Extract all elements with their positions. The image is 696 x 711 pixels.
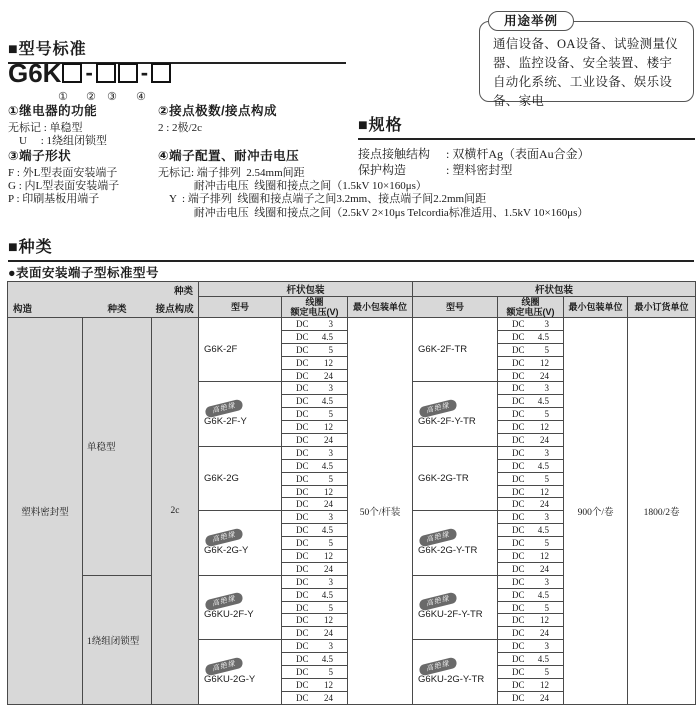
voltage-prefix: DC	[296, 615, 309, 626]
high-insulation-badge: 高绝缘	[418, 527, 458, 547]
coil-voltage-cell	[498, 498, 564, 511]
voltage-value: 3	[544, 447, 550, 458]
coil-voltage-cell	[282, 524, 348, 537]
model-code-block	[8, 60, 228, 106]
coil-voltage-cell	[498, 666, 564, 679]
voltage-value: 12	[540, 615, 550, 626]
voltage-value: 5	[328, 666, 334, 677]
min-pack-right-cell: 900个/卷	[564, 318, 628, 705]
voltage-value: 12	[540, 422, 550, 433]
coil-line2: 额定电压(V)	[290, 307, 339, 317]
code-hyphen-2: -	[140, 60, 149, 85]
coil-voltage-cell	[282, 369, 348, 382]
voltage-value: 5	[328, 473, 334, 484]
coil-voltage-cell	[282, 446, 348, 459]
coil-voltage-cell	[282, 498, 348, 511]
coil-voltage-cell	[498, 575, 564, 588]
voltage-prefix: DC	[512, 486, 525, 497]
coil-voltage-cell	[282, 330, 348, 343]
voltage-value: 4.5	[537, 525, 550, 536]
voltage-value: 5	[544, 473, 550, 484]
voltage-prefix: DC	[512, 447, 525, 458]
coil-voltage-cell	[498, 446, 564, 459]
voltage-prefix: DC	[296, 576, 309, 587]
coil-voltage-cell	[282, 434, 348, 447]
min-pack-left-cell: 50个/杆装	[348, 318, 413, 705]
coil-voltage-cell	[498, 318, 564, 331]
voltage-prefix: DC	[296, 512, 309, 523]
model-name: G6K-2G-Y-TR	[418, 544, 478, 556]
type-cell: 单稳型	[83, 318, 152, 576]
voltage-value: 12	[324, 486, 334, 497]
coil-voltage-cell	[282, 408, 348, 421]
coil-voltage-cell	[498, 614, 564, 627]
voltage-value: 12	[324, 422, 334, 433]
voltage-value: 24	[324, 370, 334, 381]
high-insulation-badge: 高绝缘	[204, 527, 244, 547]
voltage-value: 3	[328, 318, 334, 329]
group-header-right: 杆状包装	[413, 282, 696, 297]
col-header-min-pack: 最小包装单位	[348, 297, 413, 318]
model-cell	[413, 446, 498, 510]
table-row	[8, 318, 696, 331]
coil-voltage-cell	[498, 434, 564, 447]
voltage-value: 5	[328, 538, 334, 549]
voltage-prefix: DC	[296, 692, 309, 703]
item-title: ①继电器的功能	[8, 104, 98, 118]
text-line: F : 外L型表面安装端子	[8, 167, 118, 179]
col-header-construction: 构造	[13, 304, 33, 315]
types-subtitle: ●表面安装端子型标准型号	[8, 266, 160, 280]
code-box-3	[118, 63, 138, 83]
col-header-min-pack: 最小包装单位	[564, 297, 628, 318]
code-box-1	[62, 63, 82, 83]
voltage-prefix: DC	[296, 318, 309, 329]
coil-voltage-cell	[498, 369, 564, 382]
voltage-prefix: DC	[296, 473, 309, 484]
digit-label-3: ③	[107, 91, 117, 103]
voltage-prefix: DC	[296, 628, 309, 639]
voltage-value: 4.5	[537, 460, 550, 471]
digit-label-1: ①	[58, 91, 68, 103]
voltage-value: 24	[540, 499, 550, 510]
voltage-value: 24	[324, 628, 334, 639]
coil-voltage-cell	[498, 408, 564, 421]
coil-voltage-cell	[282, 588, 348, 601]
coil-voltage-cell	[282, 614, 348, 627]
voltage-prefix: DC	[512, 422, 525, 433]
model-name: G6K-2F-TR	[418, 344, 468, 356]
voltage-value: 4.5	[321, 525, 334, 536]
type-cell: 1绕组闭锁型	[83, 575, 152, 704]
voltage-value: 4.5	[321, 589, 334, 600]
spec-row	[358, 162, 695, 178]
voltage-value: 12	[324, 550, 334, 561]
voltage-value: 5	[544, 344, 550, 355]
high-insulation-badge: 高绝缘	[204, 656, 244, 676]
coil-voltage-cell	[282, 627, 348, 640]
construction-cell: 塑料密封型	[8, 318, 83, 705]
spec-row	[358, 146, 695, 162]
model-cell	[413, 640, 498, 704]
coil-voltage-cell	[498, 343, 564, 356]
coil-voltage-cell	[498, 562, 564, 575]
text-line: U : 1绕组闭锁型	[8, 135, 107, 148]
item-contact-poles	[158, 101, 358, 135]
col-header-type: 种类	[107, 304, 127, 315]
voltage-prefix: DC	[296, 602, 309, 613]
voltage-value: 5	[328, 344, 334, 355]
model-cell	[199, 318, 282, 382]
voltage-value: 24	[324, 499, 334, 510]
coil-voltage-cell	[498, 627, 564, 640]
voltage-value: 24	[540, 563, 550, 574]
voltage-value: 4.5	[321, 654, 334, 665]
voltage-prefix: DC	[296, 679, 309, 690]
coil-voltage-cell	[498, 511, 564, 524]
spec-value: : 双横杆Ag（表面Au合金）	[446, 147, 590, 161]
coil-voltage-cell	[282, 382, 348, 395]
model-cell	[199, 575, 282, 639]
voltage-value: 24	[540, 434, 550, 445]
coil-voltage-cell	[282, 666, 348, 679]
item-lines	[8, 122, 158, 148]
model-cell	[413, 318, 498, 382]
model-name: G6K-2G-Y	[204, 544, 249, 556]
voltage-value: 3	[544, 512, 550, 523]
voltage-value: 3	[328, 641, 334, 652]
code-box-2	[96, 63, 116, 83]
col-header-contact: 接点构成	[155, 304, 194, 315]
voltage-prefix: DC	[512, 434, 525, 445]
voltage-prefix: DC	[296, 331, 309, 342]
coil-voltage-cell	[498, 678, 564, 691]
coil-line1: 线圈	[305, 297, 324, 307]
high-insulation-badge: 高绝缘	[418, 656, 458, 676]
col-header-min-order: 最小订货单位	[628, 297, 696, 318]
coil-voltage-cell	[282, 601, 348, 614]
coil-voltage-cell	[498, 382, 564, 395]
high-insulation-badge: 高绝缘	[204, 592, 244, 612]
voltage-prefix: DC	[512, 525, 525, 536]
coil-voltage-cell	[498, 550, 564, 563]
coil-voltage-cell	[498, 330, 564, 343]
voltage-value: 3	[328, 576, 334, 587]
coil-voltage-cell	[498, 485, 564, 498]
spec-label: 接点接触结构	[358, 147, 431, 161]
coil-voltage-cell	[282, 459, 348, 472]
voltage-value: 4.5	[321, 396, 334, 407]
specs-rows	[358, 146, 695, 178]
voltage-prefix: DC	[512, 473, 525, 484]
voltage-prefix: DC	[512, 628, 525, 639]
voltage-prefix: DC	[512, 563, 525, 574]
model-cell	[199, 511, 282, 575]
model-name: G6K-2G-TR	[418, 473, 469, 485]
voltage-prefix: DC	[296, 409, 309, 420]
col-header-coil	[498, 297, 564, 318]
code-box-4	[151, 63, 171, 83]
model-name: G6KU-2F-Y-TR	[418, 609, 483, 621]
types-heading: ■种类	[8, 234, 694, 262]
coil-voltage-cell	[498, 601, 564, 614]
coil-voltage-cell	[282, 537, 348, 550]
text-line: Y : 端子排列 线圈和接点端子之间3.2mm、接点端子间2.2mm间距	[158, 193, 487, 206]
voltage-value: 24	[540, 628, 550, 639]
voltage-prefix: DC	[296, 499, 309, 510]
text-line: 耐冲击电压 线圈和接点之间（1.5kV 10×160μs）	[158, 180, 427, 193]
coil-voltage-cell	[282, 562, 348, 575]
high-insulation-badge: 高绝缘	[418, 592, 458, 612]
voltage-value: 3	[328, 383, 334, 394]
col-header-model: 型号	[413, 297, 498, 318]
coil-voltage-cell	[282, 575, 348, 588]
text-line: 无标记: 端子排列 2.54mm间距	[158, 167, 305, 179]
coil-voltage-cell	[282, 511, 348, 524]
digit-label-4: ④	[136, 91, 146, 103]
table-corner-header	[8, 282, 199, 318]
voltage-value: 24	[324, 434, 334, 445]
voltage-value: 12	[540, 357, 550, 368]
model-name: G6K-2F-Y-TR	[418, 415, 476, 427]
table-body	[8, 318, 696, 705]
voltage-prefix: DC	[512, 318, 525, 329]
voltage-prefix: DC	[296, 563, 309, 574]
voltage-prefix: DC	[512, 512, 525, 523]
high-insulation-badge: 高绝缘	[418, 398, 458, 418]
model-code-prefix: G6K	[8, 58, 62, 88]
voltage-value: 12	[324, 679, 334, 690]
voltage-value: 12	[324, 615, 334, 626]
coil-voltage-cell	[282, 485, 348, 498]
voltage-prefix: DC	[296, 486, 309, 497]
voltage-prefix: DC	[512, 396, 525, 407]
col-header-model: 型号	[199, 297, 282, 318]
specs-section	[358, 112, 695, 178]
min-order-cell: 1800/2卷	[628, 318, 696, 705]
voltage-prefix: DC	[512, 344, 525, 355]
voltage-value: 4.5	[537, 589, 550, 600]
voltage-value: 24	[324, 692, 334, 703]
coil-voltage-cell	[498, 653, 564, 666]
voltage-prefix: DC	[296, 538, 309, 549]
model-cell	[199, 446, 282, 510]
coil-line1: 线圈	[521, 297, 540, 307]
coil-voltage-cell	[282, 343, 348, 356]
voltage-prefix: DC	[512, 383, 525, 394]
spec-value: : 塑料密封型	[446, 163, 513, 177]
coil-voltage-cell	[282, 472, 348, 485]
voltage-prefix: DC	[296, 550, 309, 561]
voltage-prefix: DC	[512, 679, 525, 690]
voltage-value: 4.5	[537, 331, 550, 342]
group-header-left: 杆状包装	[199, 282, 413, 297]
specs-heading: ■规格	[358, 112, 695, 140]
voltage-prefix: DC	[512, 666, 525, 677]
voltage-value: 4.5	[321, 331, 334, 342]
voltage-value: 5	[544, 666, 550, 677]
code-hyphen-1: -	[85, 60, 93, 85]
voltage-prefix: DC	[296, 396, 309, 407]
voltage-prefix: DC	[296, 654, 309, 665]
voltage-prefix: DC	[296, 422, 309, 433]
voltage-prefix: DC	[512, 331, 525, 342]
voltage-value: 4.5	[321, 460, 334, 471]
voltage-value: 4.5	[537, 654, 550, 665]
model-cell	[413, 382, 498, 446]
coil-voltage-cell	[498, 395, 564, 408]
col-header-coil	[282, 297, 348, 318]
coil-voltage-cell	[282, 395, 348, 408]
voltage-prefix: DC	[296, 447, 309, 458]
voltage-prefix: DC	[296, 641, 309, 652]
model-cell	[199, 640, 282, 704]
voltage-prefix: DC	[512, 499, 525, 510]
voltage-prefix: DC	[512, 370, 525, 381]
voltage-prefix: DC	[512, 615, 525, 626]
voltage-prefix: DC	[296, 666, 309, 677]
coil-voltage-cell	[282, 678, 348, 691]
voltage-prefix: DC	[296, 344, 309, 355]
item-lines	[158, 122, 358, 135]
high-insulation-badge: 高绝缘	[204, 398, 244, 418]
coil-voltage-cell	[498, 421, 564, 434]
coil-voltage-cell	[282, 691, 348, 704]
coil-voltage-cell	[282, 653, 348, 666]
model-name: G6KU-2G-Y	[204, 673, 256, 685]
coil-voltage-cell	[498, 691, 564, 704]
voltage-value: 12	[540, 679, 550, 690]
item-title: ③端子形状	[8, 149, 72, 163]
voltage-prefix: DC	[296, 357, 309, 368]
voltage-prefix: DC	[512, 460, 525, 471]
voltage-prefix: DC	[512, 654, 525, 665]
voltage-value: 5	[544, 538, 550, 549]
voltage-value: 3	[544, 576, 550, 587]
voltage-value: 24	[540, 370, 550, 381]
model-standard-heading: ■型号标准	[8, 36, 346, 64]
coil-voltage-cell	[498, 524, 564, 537]
coil-voltage-cell	[282, 640, 348, 653]
spec-label: 保护构造	[358, 163, 407, 177]
voltage-value: 5	[328, 409, 334, 420]
model-cell	[413, 511, 498, 575]
coil-voltage-cell	[498, 472, 564, 485]
item-terminal-shape	[8, 146, 158, 207]
voltage-prefix: DC	[296, 370, 309, 381]
voltage-prefix: DC	[512, 589, 525, 600]
item-title: ④端子配置、耐冲击电压	[158, 149, 300, 163]
model-cell	[199, 382, 282, 446]
coil-voltage-cell	[498, 537, 564, 550]
model-name: G6K-2F-Y	[204, 415, 247, 427]
digit-label-2: ②	[86, 91, 96, 103]
coil-voltage-cell	[498, 640, 564, 653]
voltage-prefix: DC	[512, 602, 525, 613]
voltage-value: 12	[540, 550, 550, 561]
voltage-value: 5	[544, 409, 550, 420]
voltage-prefix: DC	[512, 409, 525, 420]
voltage-prefix: DC	[296, 434, 309, 445]
coil-voltage-cell	[498, 459, 564, 472]
item-lines	[8, 167, 158, 207]
text-line: 耐冲击电压 线圈和接点之间（2.5kV 2×10μs Telcordia标准适用、1.5kV 10×160μs）	[158, 206, 589, 219]
model-name: G6K-2F	[204, 344, 238, 356]
voltage-value: 3	[544, 318, 550, 329]
coil-voltage-cell	[282, 550, 348, 563]
coil-voltage-cell	[282, 421, 348, 434]
applications-title: 用途举例	[488, 11, 574, 31]
coil-voltage-cell	[498, 356, 564, 369]
table-head	[8, 282, 696, 318]
text-line: G : 内L型表面安装端子	[8, 180, 120, 193]
applications-text: 通信设备、OA设备、试验测量仪器、监控设备、安全装置、楼宇自动化系统、工业设备、娱乐设备、家电	[493, 37, 679, 108]
model-code-row	[8, 60, 228, 86]
coil-voltage-cell	[282, 356, 348, 369]
voltage-prefix: DC	[296, 383, 309, 394]
model-cell	[413, 575, 498, 639]
voltage-value: 3	[544, 383, 550, 394]
voltage-value: 3	[328, 447, 334, 458]
coil-voltage-cell	[498, 588, 564, 601]
voltage-prefix: DC	[512, 641, 525, 652]
types-table	[7, 281, 696, 705]
voltage-prefix: DC	[512, 576, 525, 587]
voltage-prefix: DC	[512, 357, 525, 368]
voltage-prefix: DC	[512, 550, 525, 561]
voltage-value: 3	[328, 512, 334, 523]
voltage-prefix: DC	[512, 538, 525, 549]
voltage-prefix: DC	[296, 525, 309, 536]
model-name: G6K-2G	[204, 473, 239, 485]
voltage-prefix: DC	[296, 589, 309, 600]
model-name: G6KU-2F-Y	[204, 609, 254, 621]
corner-col-labels	[8, 301, 198, 315]
voltage-value: 3	[544, 641, 550, 652]
contact-config-cell: 2c	[152, 318, 199, 705]
model-name: G6KU-2G-Y-TR	[418, 673, 485, 685]
applications-box	[479, 14, 694, 108]
coil-line2: 额定电压(V)	[506, 307, 555, 317]
voltage-prefix: DC	[512, 692, 525, 703]
item-relay-function	[8, 101, 158, 148]
voltage-prefix: DC	[296, 460, 309, 471]
types-table-wrap	[7, 281, 696, 705]
voltage-value: 12	[540, 486, 550, 497]
voltage-value: 12	[324, 357, 334, 368]
voltage-value: 5	[544, 602, 550, 613]
text-line: P : 印刷基板用端子	[8, 193, 100, 206]
voltage-value: 24	[324, 563, 334, 574]
text-line: 无标记 : 单稳型	[8, 122, 83, 134]
corner-type-label: 种类	[174, 286, 194, 297]
coil-voltage-cell	[282, 318, 348, 331]
voltage-value: 4.5	[537, 396, 550, 407]
text-line: 2 : 2极/2c	[158, 122, 202, 134]
item-title: ②接点极数/接点构成	[158, 104, 278, 118]
voltage-value: 24	[540, 692, 550, 703]
voltage-value: 5	[328, 602, 334, 613]
